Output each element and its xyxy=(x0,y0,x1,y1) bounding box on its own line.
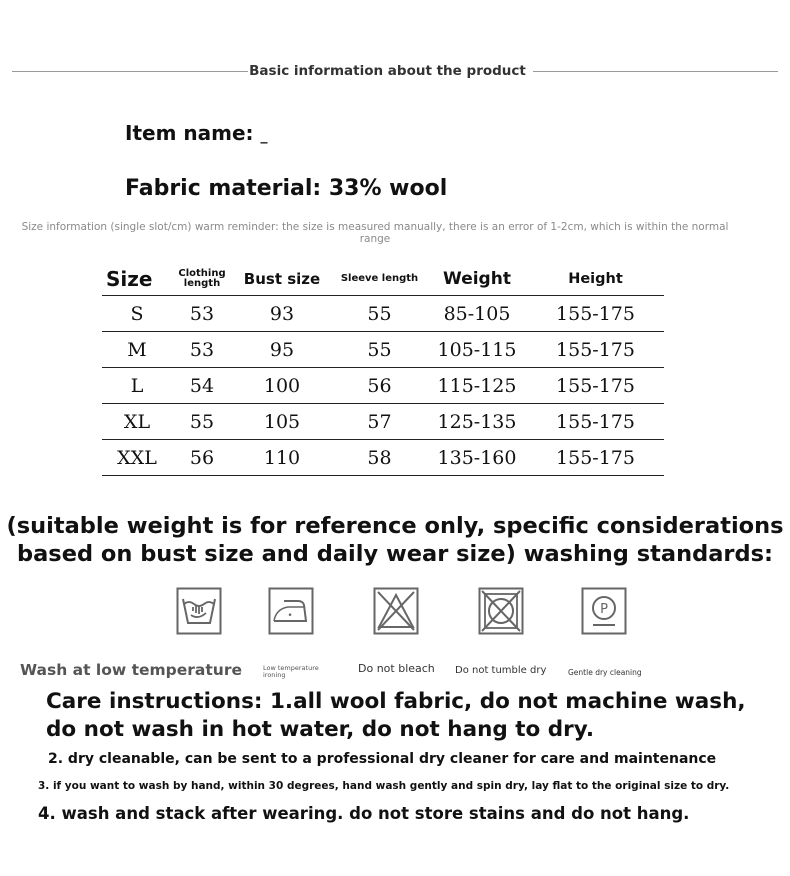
do-not-tumble-dry-label: Do not tumble dry xyxy=(455,665,547,676)
cell-weight: 105-115 xyxy=(427,332,527,368)
fabric-material: Fabric material: 33% wool xyxy=(125,176,448,201)
wash-low-temperature-icon xyxy=(176,587,222,635)
cell-bust-size: 93 xyxy=(232,296,332,332)
cell-size: M xyxy=(102,332,172,368)
cell-height: 155-175 xyxy=(527,404,664,440)
header-height: Height xyxy=(527,262,664,296)
header-divider-left xyxy=(12,71,248,72)
cell-sleeve-length: 55 xyxy=(332,332,427,368)
suitable-weight-note: (suitable weight is for reference only, specific considerations based on bust size and daily wear size) washing standards: xyxy=(6,513,784,567)
cell-sleeve-length: 58 xyxy=(332,440,427,476)
cell-sleeve-length: 56 xyxy=(332,368,427,404)
cell-bust-size: 95 xyxy=(232,332,332,368)
care-instructions-line-2: 2. dry cleanable, can be sent to a professional dry cleaner for care and maintenance xyxy=(48,751,717,767)
cell-sleeve-length: 55 xyxy=(332,296,427,332)
gentle-dry-cleaning-icon xyxy=(581,587,627,635)
cell-clothing-length: 53 xyxy=(172,332,232,368)
header-clothing-length: Clothing length xyxy=(172,262,232,296)
header-size: Size xyxy=(102,262,172,296)
size-info-note: Size information (single slot/cm) warm reminder: the size is measured manually, there is an error of 1-2cm, which is within the normal range xyxy=(21,221,729,245)
dry-clean-letter: P xyxy=(600,602,608,617)
iron-dot: • xyxy=(287,611,293,621)
cell-size: L xyxy=(102,368,172,404)
cell-bust-size: 110 xyxy=(232,440,332,476)
table-row xyxy=(102,296,664,332)
cell-height: 155-175 xyxy=(527,332,664,368)
table-row xyxy=(102,368,664,404)
table-row xyxy=(102,332,664,368)
gentle-dry-cleaning-label: Gentle dry cleaning xyxy=(568,668,642,677)
cell-bust-size: 100 xyxy=(232,368,332,404)
header-sleeve-length: Sleeve length xyxy=(332,262,427,296)
cell-clothing-length: 53 xyxy=(172,296,232,332)
item-name-value: _ xyxy=(260,128,268,144)
cell-bust-size: 105 xyxy=(232,404,332,440)
do-not-bleach-icon xyxy=(373,587,419,635)
cell-sleeve-length: 57 xyxy=(332,404,427,440)
size-table xyxy=(102,262,664,476)
table-row xyxy=(102,404,664,440)
do-not-tumble-dry-icon xyxy=(478,587,524,635)
header-bust-size: Bust size xyxy=(232,262,332,296)
cell-size: S xyxy=(102,296,172,332)
cell-clothing-length: 56 xyxy=(172,440,232,476)
table-row xyxy=(102,440,664,476)
care-instructions-line-3: 3. if you want to wash by hand, within 30 degrees, hand wash gently and spin dry, lay flat to the original size to dry. xyxy=(38,780,730,792)
table-header-row xyxy=(102,262,664,296)
item-name xyxy=(125,121,267,145)
care-instructions-line-1: Care instructions: 1.all wool fabric, do not machine wash, do not wash in hot water, do not hang to dry. xyxy=(46,689,746,742)
wash-low-temperature-label: Wash at low temperature xyxy=(20,661,242,679)
cell-height: 155-175 xyxy=(527,296,664,332)
cell-clothing-length: 55 xyxy=(172,404,232,440)
cell-height: 155-175 xyxy=(527,440,664,476)
low-temperature-iron-icon xyxy=(268,587,314,635)
header-weight: Weight xyxy=(427,262,527,296)
cell-weight: 115-125 xyxy=(427,368,527,404)
cell-height: 155-175 xyxy=(527,368,664,404)
cell-clothing-length: 54 xyxy=(172,368,232,404)
cell-weight: 125-135 xyxy=(427,404,527,440)
care-instructions-line-4: 4. wash and stack after wearing. do not store stains and do not hang. xyxy=(38,804,690,823)
header-divider-right xyxy=(533,71,778,72)
cell-weight: 135-160 xyxy=(427,440,527,476)
section-title: Basic information about the product xyxy=(249,63,526,79)
cell-size: XXL xyxy=(102,440,172,476)
do-not-bleach-label: Do not bleach xyxy=(358,662,435,675)
cell-weight: 85-105 xyxy=(427,296,527,332)
low-temperature-ironing-label: Low temperature ironing xyxy=(263,664,319,679)
cell-size: XL xyxy=(102,404,172,440)
item-name-label: Item name: xyxy=(125,121,261,145)
